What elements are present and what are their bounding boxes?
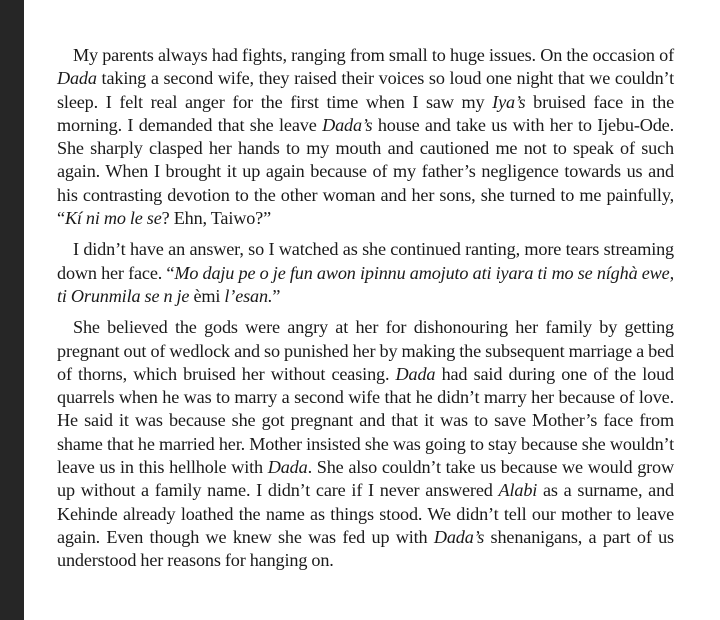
text-run: My parents always had fights, ranging from small to huge issues. On the occasion of bbox=[73, 45, 674, 65]
text-run: ? Ehn, Taiwo?” bbox=[161, 208, 271, 229]
italic-text-run: Dada bbox=[395, 363, 436, 384]
text-run: house and take us with her to Ijebu-Ode. She sharply clasped her hands to my mouth and cautioned me not to speak of such again. When I brought it up again because of my father’s negligence towards us and his contrasting devotion to the other woman and her sons, she turned to me painfully, “ bbox=[57, 114, 674, 229]
italic-text-run: l’esan. bbox=[224, 285, 273, 306]
italic-text-run: Dada bbox=[267, 457, 308, 478]
text-run: bruised face in the morning. I demanded that she leave bbox=[57, 91, 674, 135]
italic-text-run: Iya’s bbox=[492, 91, 526, 112]
left-page-edge bbox=[0, 0, 24, 620]
italic-text-run: Kí ni mo le se bbox=[64, 208, 162, 229]
text-run: had said during one of the loud quarrels when he was to marry a second wife that he didn’t marry her because of love. He said it was because she got pregnant and that it was to save Mother’s face from shame that he married her. Mother insisted she was going to stay because she wouldn’t leave us in this hellhole with bbox=[57, 363, 674, 478]
text-run: taking a second wife, they raised their voices so loud one night that we couldn’t sleep. I felt real anger for the first time when I saw my bbox=[57, 68, 674, 112]
italic-text-run: Alabi bbox=[498, 480, 538, 501]
text-run: èmi bbox=[189, 285, 225, 306]
paragraph-3 bbox=[57, 316, 674, 572]
italic-text-run: Dada’s bbox=[433, 526, 485, 547]
text-run: She believed the gods were angry at her for dishonouring her family by getting pregnant out of wedlock and so punished her by making the subsequent marriage a bed of thorns, which bruised her without ceasing. bbox=[57, 317, 674, 384]
text-run: ” bbox=[272, 285, 281, 306]
paragraph-1 bbox=[57, 44, 674, 230]
book-page bbox=[57, 44, 674, 581]
text-run: shenanigans, a part of us understood her reasons for hanging on. bbox=[57, 526, 674, 571]
italic-text-run: Dada bbox=[57, 68, 97, 89]
italic-text-run: Dada’s bbox=[322, 114, 373, 135]
italic-text-run: Mo daju pe o je fun awon ipinnu amojuto ati iyara ti mo se níghà ewe, ti Orunmila se n je bbox=[57, 262, 674, 306]
paragraph-2 bbox=[57, 238, 674, 308]
text-run: I didn’t have an answer, so I watched as she continued ranting, more tears streaming down her face. “ bbox=[57, 239, 674, 283]
text-run: as a surname, and Kehinde already loathed the name as things stood. We didn’t tell our mother to leave again. Even though we knew she was fed up with bbox=[57, 480, 674, 547]
text-run: . She also couldn’t take us because we would grow up without a family name. I didn’t care if I never answered bbox=[57, 457, 674, 501]
